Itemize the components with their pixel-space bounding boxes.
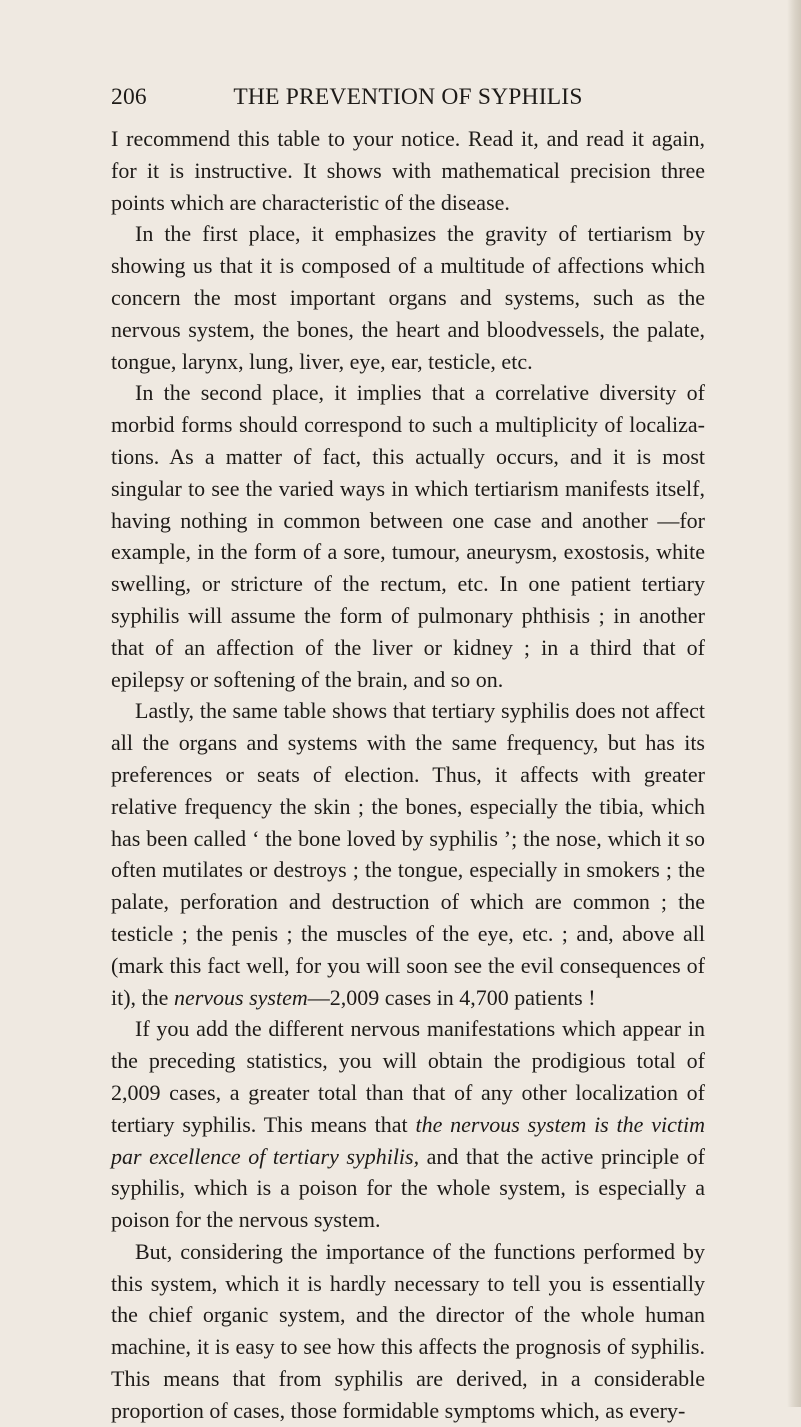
paragraph-5-text-a: If you add the different nervous manifestations which appear in the preceding statistics, you will obtain the prodigious total of 2,009 cases, a greater total than that of any other localization of tertiary syphilis. This means that <box>111 1016 705 1137</box>
paragraph-1: I recommend this table to your notice. Read it, and read it again, for it is instructive. It shows with mathematical precision three points which are characteristic of the disease. <box>111 126 705 215</box>
paragraph-4-text-a: Lastly, the same table shows that tertiary syphilis does not affect all the organs and systems with the same frequency, but has its preferences or seats of election. Thus, it affects with greater relative frequency the skin ; the bones, especially the tibia, which has been called ‘ the bone loved by syphilis ’; the nose, which it so often mutilates or destroys ; the tongue, especially in smokers ; the palate, perforation and destruction of which are common ; the testicle ; the penis ; the muscles of the eye, etc. ; and, above all (mark this fact well, for you will soon see the evil consequences of it), the <box>111 698 705 1010</box>
paragraph-4-text-b: —2,009 cases in 4,700 patients ! <box>307 984 596 1010</box>
body-text <box>111 123 705 1427</box>
paragraph-5-text-b: and that the active principle of syphilis, which is a poison for the whole system, is especially a poison for the nervous system. <box>111 1143 705 1233</box>
paragraph-3: In the second place, it implies that a correlative diversity of morbid forms should correspond to such a multiplicity of localizations. As a matter of fact, this actually occurs, and it is most singular to see the varied ways in which tertiarism manifests itself, having nothing in common between one case and another —for example, in the form of a sore, tumour, aneurysm, exostosis, white swelling, or stricture of the rectum, etc. In one patient tertiary syphilis will assume the form of pulmonary phthisis ; in another that of an affection of the liver or kidney ; in a third that of epilepsy or softening of the brain, and so on. <box>111 380 705 692</box>
paragraph-6: But, considering the importance of the functions performed by this system, which it is hardly necessary to tell you is essentially the chief organic system, and the director of the whole human machine, it is easy to see how this affects the prognosis of syphilis. This means that from syphilis are derived, in a considerable proportion of cases, those formidable symptoms which, as every- <box>111 1238 705 1423</box>
scan-edge <box>787 0 801 1407</box>
paragraph-5-emphasis: the nervous system is the victim par excellence of tertiary syphilis, <box>111 1111 705 1169</box>
paragraph-5 <box>111 1013 705 1236</box>
paragraph-4-emphasis: nervous system <box>173 984 308 1010</box>
page-number: 206 <box>111 84 147 110</box>
paragraph-2: In the first place, it emphasizes the gravity of tertiarism by showing us that it is composed of a multitude of affections which concern the most important organs and systems, such as the nervous system, the bones, the heart and bloodvessels, the palate, tongue, larynx, lung, liver, eye, ear, testicle, etc. <box>111 221 705 374</box>
running-title: THE PREVENTION OF SYPHILIS <box>233 84 583 110</box>
page-header <box>111 84 705 116</box>
paragraph-4 <box>111 695 705 1013</box>
